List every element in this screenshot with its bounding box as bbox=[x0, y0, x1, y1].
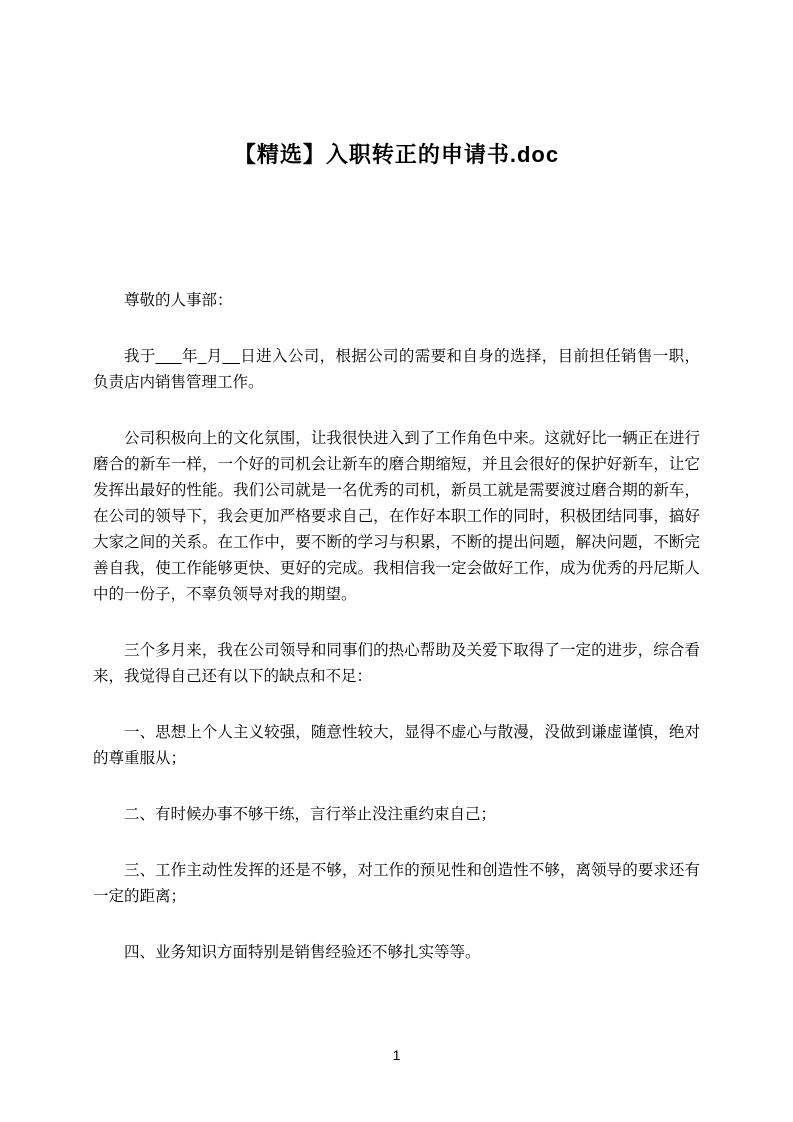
shortcoming-item-3: 三、工作主动性发挥的还是不够，对工作的预见性和创造性不够，离领导的要求还有一定的距离； bbox=[93, 862, 700, 905]
paragraph-three-months: 三个多月来，我在公司领导和同事们的热心帮助及关爱下取得了一定的进步，综合看来，我觉得自己还有以下的缺点和不足： bbox=[93, 642, 700, 685]
shortcoming-item-2: 二、有时候办事不够干练，言行举止没注重约束自己； bbox=[124, 806, 497, 823]
page-number: 1 bbox=[392, 1047, 401, 1063]
document-title: 【精选】入职转正的申请书.doc bbox=[233, 142, 560, 167]
paragraph-company-culture: 公司积极向上的文化氛围，让我很快进入到了工作角色中来。这就好比一辆正在进行磨合的新车一样，一个好的司机会让新车的磨合期缩短，并且会很好的保护好新车，让它发挥出最好的性能。我们公司就是一名优秀的司机，新员工就是需要渡过磨合期的新车，在公司的领导下，我会更加严格要求自己，在作好本职工作的同时，积极团结同事，搞好大家之间的关系。在工作中，要不断的学习与积累，不断的提出问题，解决问题，不断完善自我，使工作能够更快、更好的完成。我相信我一定会做好工作，成为优秀的丹尼斯人中的一份子，不辜负领导对我的期望。 bbox=[93, 430, 700, 603]
salutation-line: 尊敬的人事部： bbox=[124, 292, 233, 309]
shortcoming-item-1: 一、思想上个人主义较强，随意性较大，显得不虚心与散漫，没做到谦虚谨慎，绝对的尊重服从； bbox=[93, 724, 700, 767]
document-body bbox=[93, 288, 700, 966]
shortcoming-item-4: 四、业务知识方面特别是销售经验还不够扎实等等。 bbox=[124, 944, 481, 961]
paragraph-intro: 我于___年_月__日进入公司，根据公司的需要和自身的选择，目前担任销售一职，负责店内销售管理工作。 bbox=[93, 348, 700, 391]
